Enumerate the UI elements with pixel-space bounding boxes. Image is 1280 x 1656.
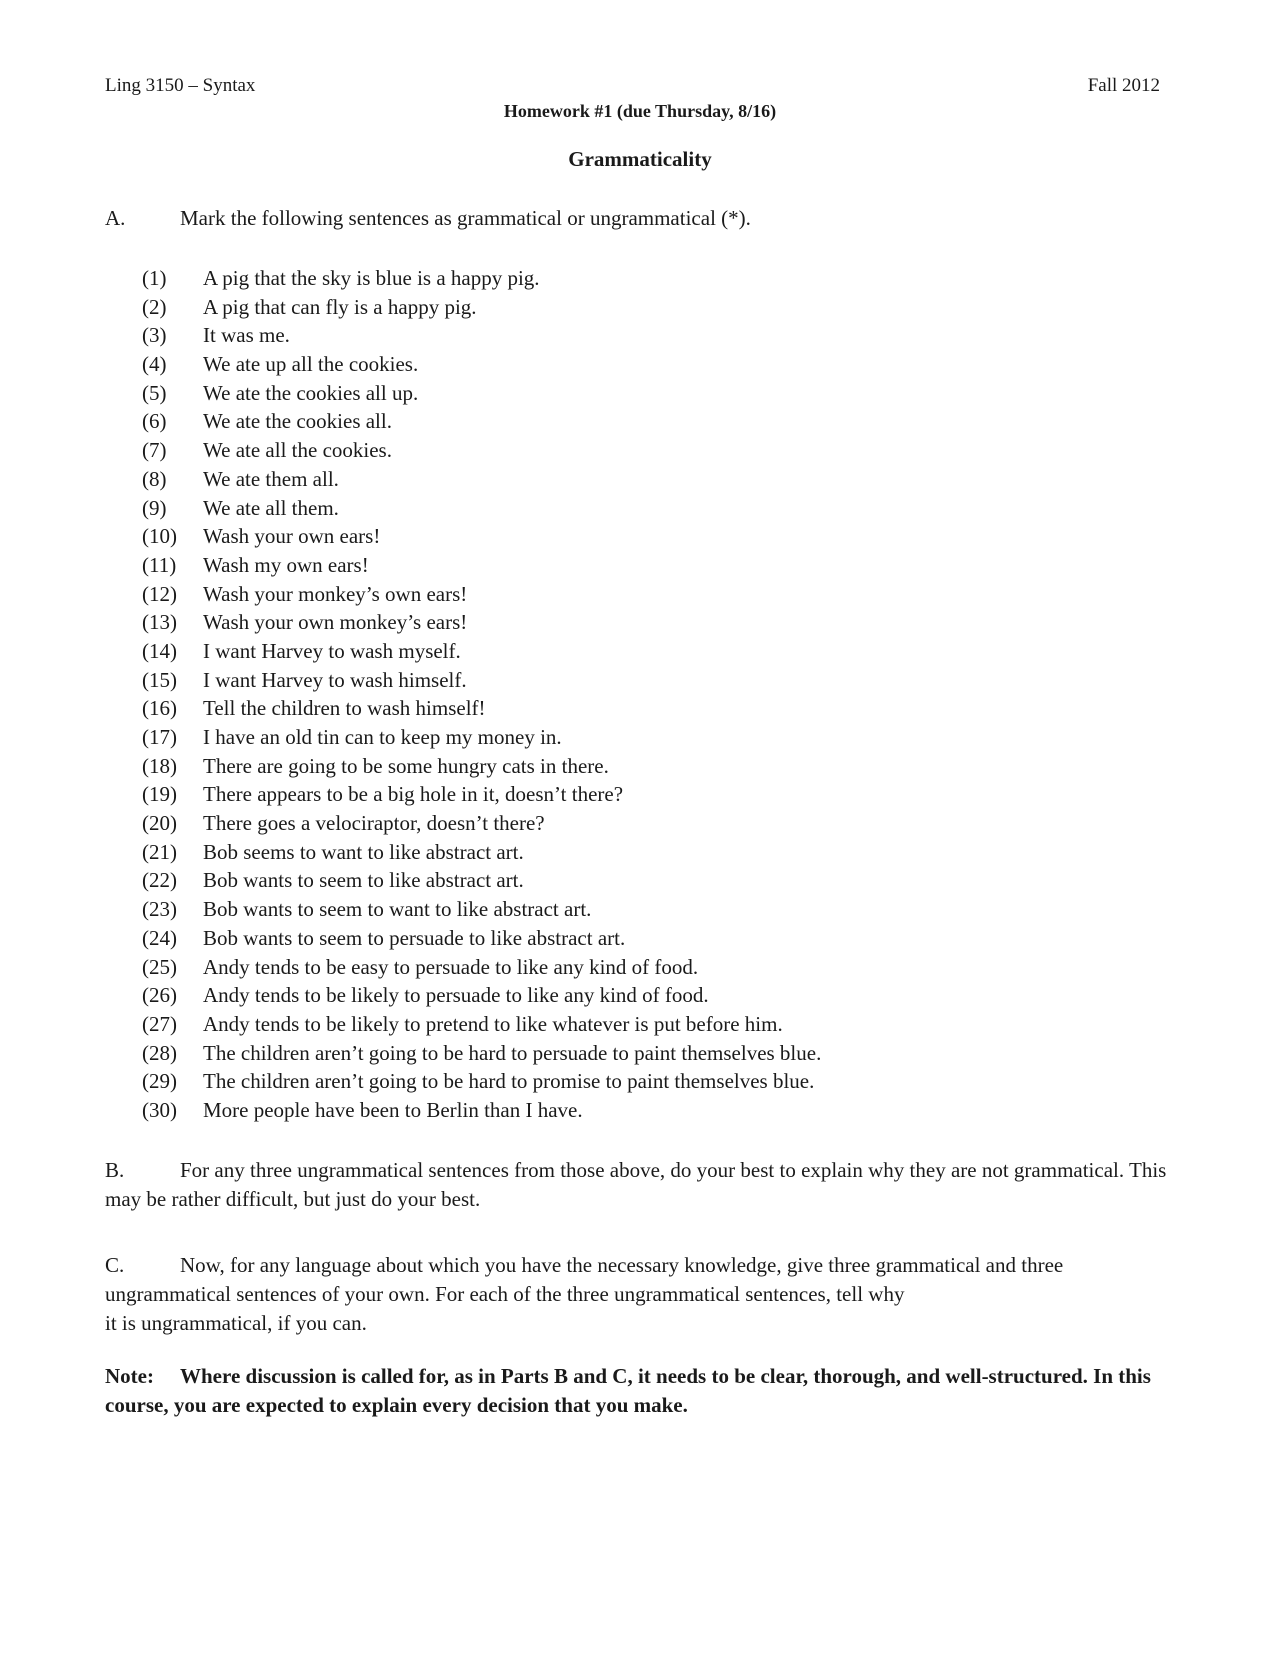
sentence-text: I want Harvey to wash himself. bbox=[203, 667, 467, 692]
sentence-text: I want Harvey to wash myself. bbox=[203, 638, 461, 663]
sentence-text: More people have been to Berlin than I have. bbox=[203, 1097, 583, 1122]
sentence-number: (9) bbox=[142, 495, 167, 520]
note bbox=[105, 1362, 1180, 1420]
sentence-item bbox=[142, 436, 821, 465]
sentence-text: Wash your own monkey’s ears! bbox=[203, 610, 468, 635]
sentence-number: (25) bbox=[142, 954, 177, 979]
sentence-text: Andy tends to be likely to pretend to like whatever is put before him. bbox=[203, 1011, 783, 1036]
section-b bbox=[105, 1156, 1180, 1214]
sentence-text: Andy tends to be easy to persuade to like any kind of food. bbox=[203, 954, 699, 979]
page-title: Grammaticality bbox=[568, 147, 712, 171]
section-a-text: Mark the following sentences as grammatical or ungrammatical (*). bbox=[180, 206, 751, 230]
sentence-text: Tell the children to wash himself! bbox=[203, 696, 486, 721]
section-b-text: For any three ungrammatical sentences from those above, do your best to explain why they are not grammatical. This may be rather difficult, but just do your best. bbox=[105, 1158, 1167, 1211]
sentence-text: There goes a velociraptor, doesn’t there? bbox=[203, 811, 545, 836]
sentence-number: (8) bbox=[142, 466, 167, 491]
sentence-number: (24) bbox=[142, 925, 177, 950]
sentence-number: (28) bbox=[142, 1040, 177, 1065]
sentence-text: Wash your monkey’s own ears! bbox=[203, 581, 468, 606]
sentence-text: A pig that can fly is a happy pig. bbox=[203, 294, 477, 319]
sentence-item bbox=[142, 1096, 821, 1125]
sentence-text: It was me. bbox=[203, 323, 290, 348]
sentence-number: (4) bbox=[142, 352, 167, 377]
sentence-text: Bob wants to seem to want to like abstract art. bbox=[203, 897, 592, 922]
note-text: Where discussion is called for, as in Parts B and C, it needs to be clear, thorough, and well-structured. In this course, you are expected to explain every decision that you make. bbox=[105, 1364, 1151, 1417]
sentence-text: I have an old tin can to keep my money in. bbox=[203, 725, 562, 749]
sentence-text: The children aren’t going to be hard to promise to paint themselves blue. bbox=[203, 1069, 815, 1094]
sentence-item bbox=[142, 465, 821, 494]
sentence-number: (22) bbox=[142, 868, 177, 893]
sentence-item bbox=[142, 551, 821, 580]
sentence-item bbox=[142, 379, 821, 408]
sentence-item bbox=[142, 580, 821, 609]
sentence-number: (12) bbox=[142, 581, 177, 606]
section-b-label: B. bbox=[105, 1158, 125, 1182]
sentence-item bbox=[142, 1039, 821, 1068]
sentence-item bbox=[142, 637, 821, 666]
sentence-number: (29) bbox=[142, 1069, 177, 1094]
sentence-text: There are going to be some hungry cats in there. bbox=[203, 753, 609, 778]
sentence-text: Wash your own ears! bbox=[203, 524, 381, 549]
sentence-item bbox=[142, 1010, 821, 1039]
homework-title: Homework #1 (due Thursday, 8/16) bbox=[503, 101, 777, 121]
sentence-number: (26) bbox=[142, 983, 177, 1008]
section-c-label: C. bbox=[105, 1253, 125, 1277]
sentence-text: We ate all them. bbox=[203, 495, 339, 520]
sentence-item bbox=[142, 723, 821, 752]
sentence-item bbox=[142, 1067, 821, 1096]
sentence-text: A pig that the sky is blue is a happy pig. bbox=[203, 266, 540, 290]
sentence-item bbox=[142, 608, 821, 637]
sentence-text: The children aren’t going to be hard to persuade to paint themselves blue. bbox=[203, 1040, 822, 1065]
term-label: Fall 2012 bbox=[1087, 75, 1160, 96]
sentence-text: Bob wants to seem to persuade to like abstract art. bbox=[203, 925, 626, 950]
sentence-number: (18) bbox=[142, 753, 177, 778]
sentence-number: (14) bbox=[142, 638, 177, 663]
sentence-text: Bob wants to seem to like abstract art. bbox=[203, 868, 524, 893]
sentence-item bbox=[142, 895, 821, 924]
sentence-item bbox=[142, 350, 821, 379]
sentence-number: (1) bbox=[142, 266, 167, 290]
sentence-item bbox=[142, 752, 821, 781]
sentence-item bbox=[142, 293, 821, 322]
sentence-number: (10) bbox=[142, 524, 177, 549]
sentence-number: (2) bbox=[142, 294, 167, 319]
sentence-number: (13) bbox=[142, 610, 177, 635]
sentence-number: (11) bbox=[142, 552, 177, 577]
section-a-instruction bbox=[105, 204, 1180, 233]
sentence-number: (19) bbox=[142, 782, 177, 807]
sentence-item bbox=[142, 694, 821, 723]
sentence-text: We ate all the cookies. bbox=[203, 438, 392, 463]
sentence-item bbox=[142, 264, 821, 293]
sentence-number: (16) bbox=[142, 696, 177, 721]
sentence-number: (27) bbox=[142, 1011, 177, 1036]
sentence-text: We ate the cookies all up. bbox=[203, 380, 419, 405]
sentence-item bbox=[142, 809, 821, 838]
sentence-item bbox=[142, 321, 821, 350]
sentence-text: Andy tends to be likely to persuade to like any kind of food. bbox=[203, 983, 709, 1008]
sentence-number: (6) bbox=[142, 409, 167, 434]
sentence-number: (3) bbox=[142, 323, 167, 348]
sentence-item bbox=[142, 981, 821, 1010]
sentence-text: There appears to be a big hole in it, doesn’t there? bbox=[203, 782, 624, 807]
note-label: Note: bbox=[105, 1364, 154, 1388]
sentence-item bbox=[142, 666, 821, 695]
sentence-item bbox=[142, 494, 821, 523]
sentence-text: We ate up all the cookies. bbox=[203, 352, 419, 377]
sentence-number: (30) bbox=[142, 1097, 177, 1122]
section-a-label: A. bbox=[105, 206, 126, 230]
sentence-text: We ate them all. bbox=[203, 466, 339, 491]
sentence-text: We ate the cookies all. bbox=[203, 409, 392, 434]
section-c-text: Now, for any language about which you have the necessary knowledge, give three grammatical and three ungrammatical sentences of your own. For each of the three ungrammatical sentences, tell why bbox=[105, 1253, 1064, 1306]
section-c bbox=[105, 1251, 1180, 1338]
sentence-number: (20) bbox=[142, 811, 177, 836]
sentence-text: Bob seems to want to like abstract art. bbox=[203, 839, 524, 864]
sentence-item bbox=[142, 838, 821, 867]
sentence-text: Wash my own ears! bbox=[203, 552, 369, 577]
sentence-item bbox=[142, 953, 821, 982]
sentence-item bbox=[142, 522, 821, 551]
sentence-number: (17) bbox=[142, 725, 177, 749]
sentence-list bbox=[142, 264, 821, 1125]
sentence-number: (5) bbox=[142, 380, 167, 405]
section-c-text-end: it is ungrammatical, if you can. bbox=[105, 1311, 367, 1335]
sentence-number: (15) bbox=[142, 667, 177, 692]
sentence-number: (23) bbox=[142, 897, 177, 922]
sentence-item bbox=[142, 866, 821, 895]
course-name: Ling 3150 – Syntax bbox=[105, 75, 256, 96]
sentence-item bbox=[142, 924, 821, 953]
sentence-number: (7) bbox=[142, 438, 167, 463]
sentence-number: (21) bbox=[142, 839, 177, 864]
sentence-item bbox=[142, 407, 821, 436]
sentence-item bbox=[142, 780, 821, 809]
